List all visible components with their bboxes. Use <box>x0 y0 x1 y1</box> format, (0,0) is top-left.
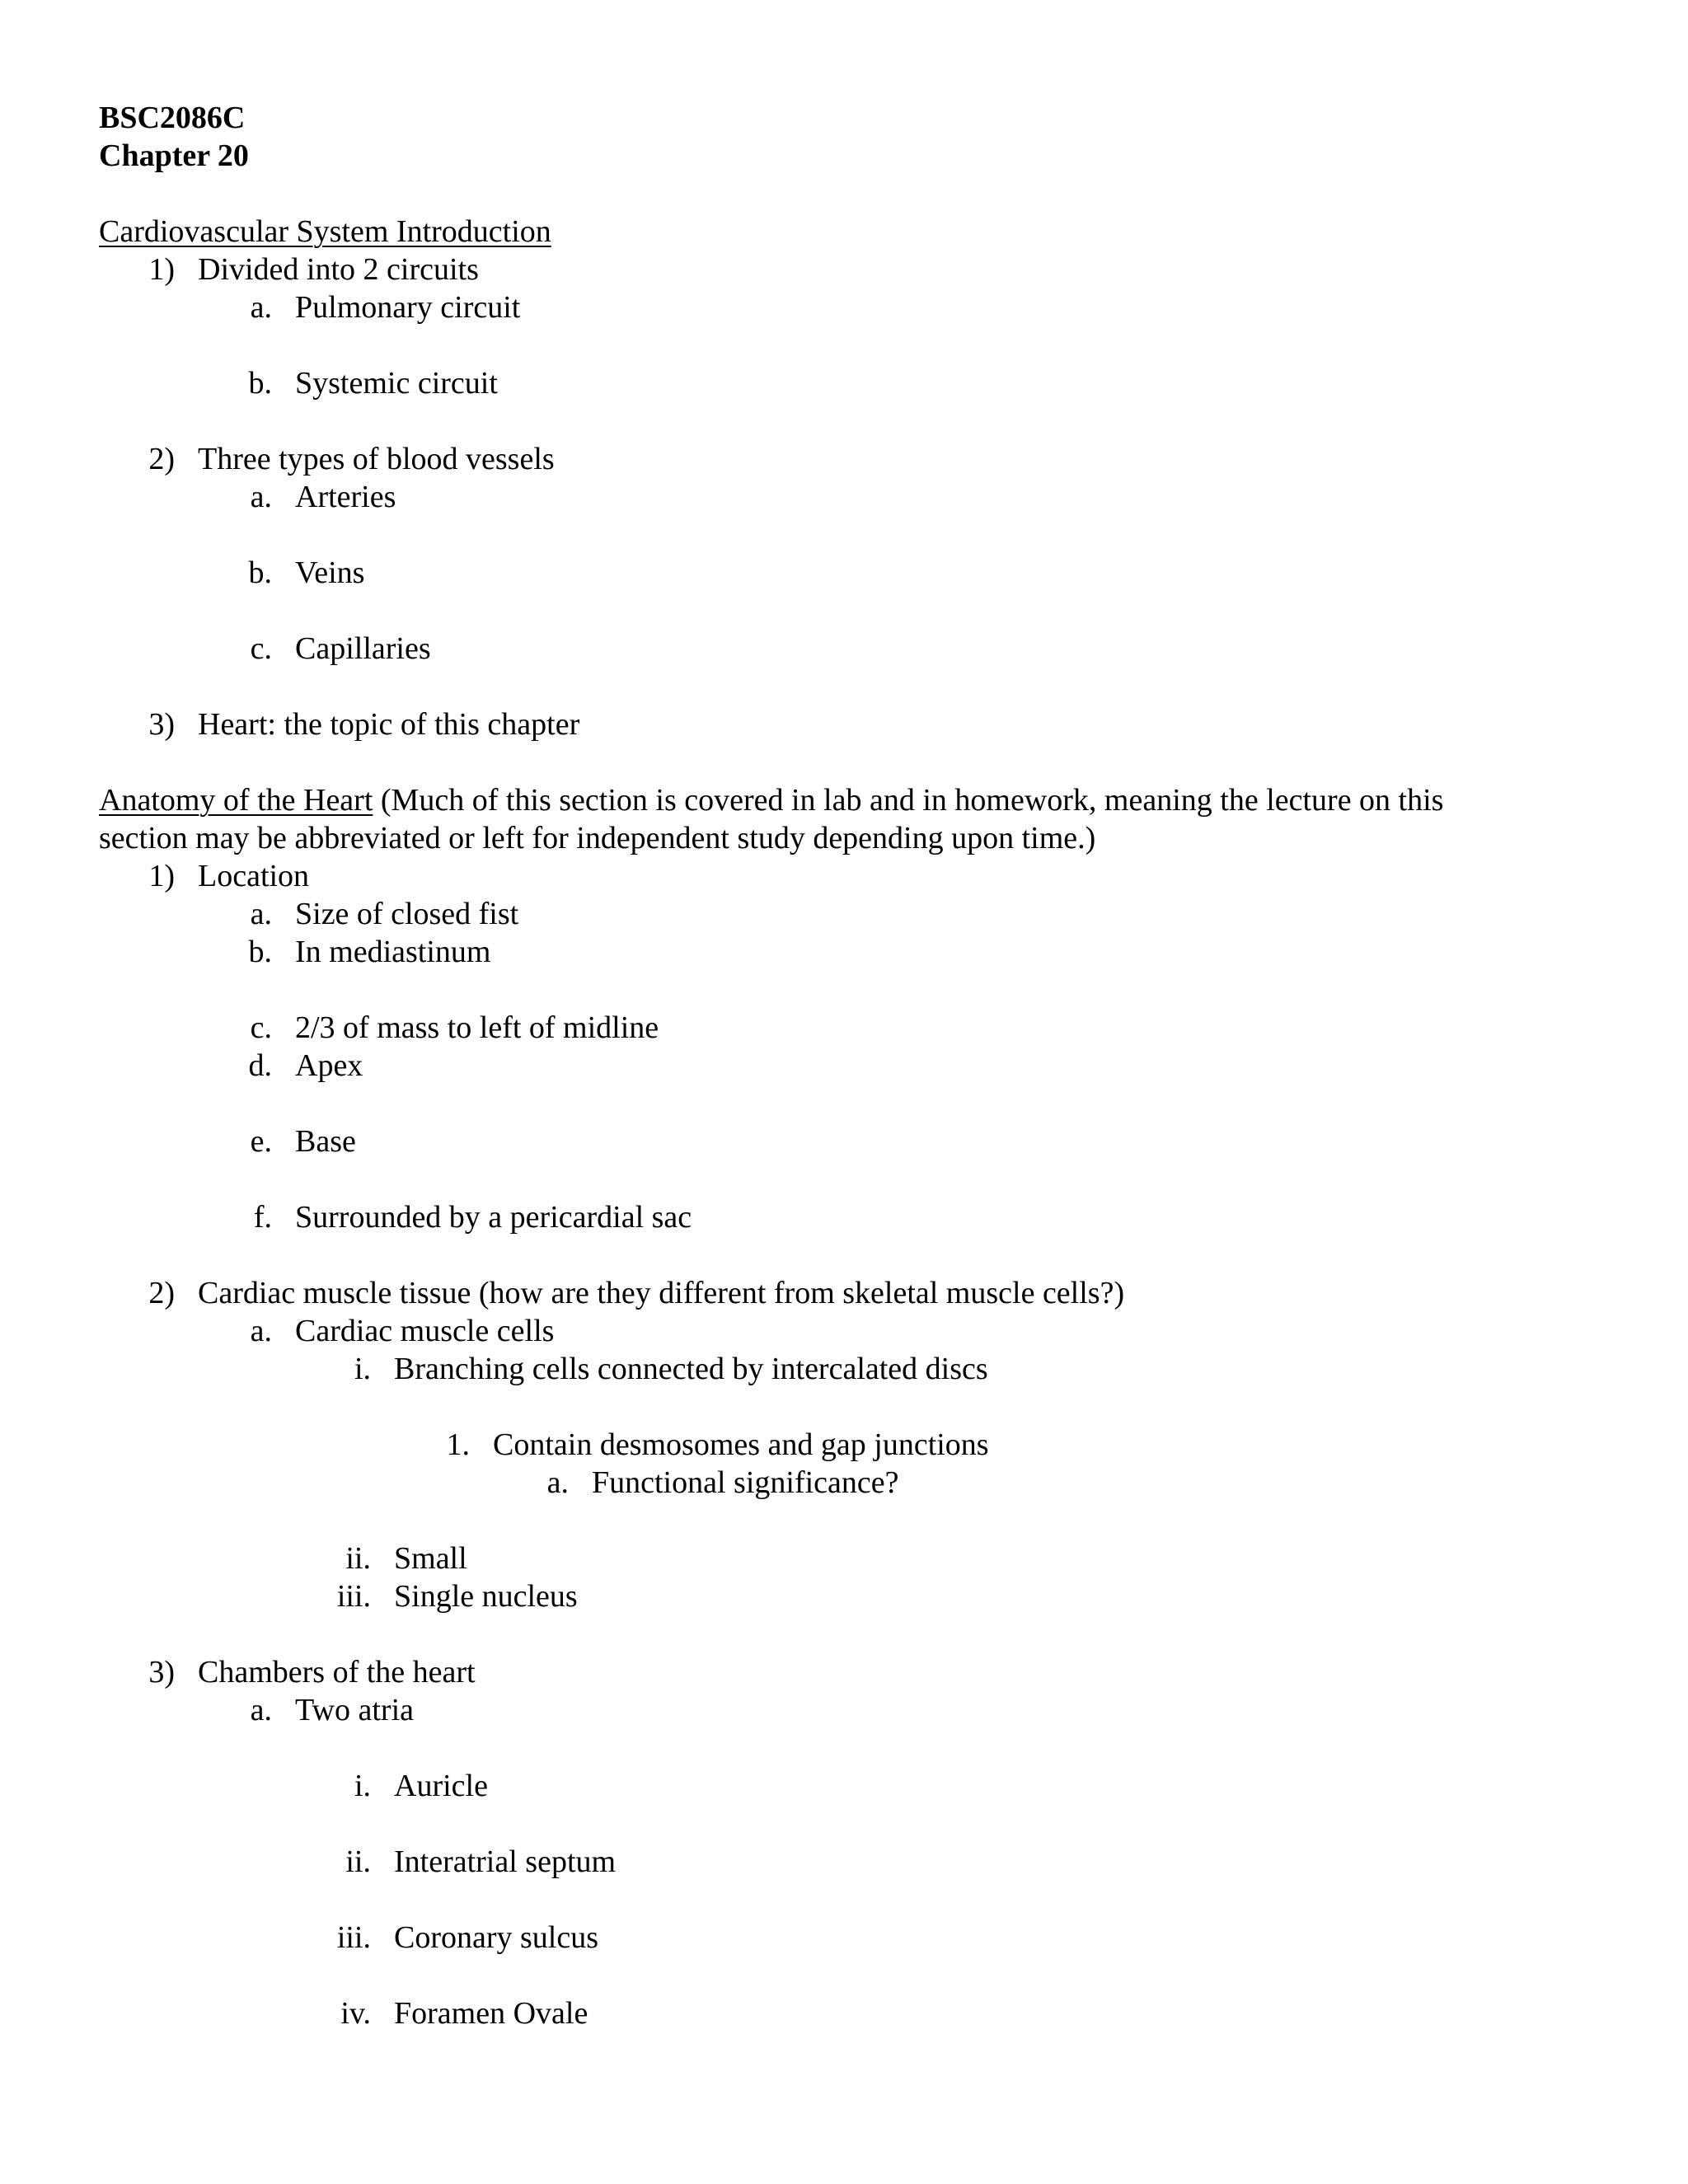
list-letter: a. <box>546 1465 569 1500</box>
list-letter: a. <box>250 1314 272 1348</box>
list-item-text: Location <box>198 859 310 893</box>
list-roman: i. <box>354 1352 371 1386</box>
list-item-text: Capillaries <box>295 631 431 666</box>
list-item-text: Single nucleus <box>394 1579 578 1614</box>
list-roman: iv. <box>340 1996 371 2031</box>
list-number: 2) <box>148 1276 175 1310</box>
list-letter: a. <box>250 897 272 931</box>
list-number: 1) <box>148 252 175 287</box>
list-item-text: Small <box>394 1541 467 1576</box>
list-item-text: Heart: the topic of this chapter <box>198 707 580 742</box>
list-number: 3) <box>148 1655 175 1690</box>
section-intro-line1 <box>99 781 1443 819</box>
section-intro-text: (Much of this section is covered in lab and in homework, meaning the lecture on this <box>373 783 1444 818</box>
list-item-text: Three types of blood vessels <box>198 442 555 476</box>
list-item-text: 2/3 of mass to left of midline <box>295 1010 659 1045</box>
list-item-text: Functional significance? <box>592 1465 899 1500</box>
list-item-text: Coronary sulcus <box>394 1920 599 1955</box>
section-heading-cardiovascular-intro: Cardiovascular System Introduction <box>99 214 551 249</box>
section-intro-line2: section may be abbreviated or left for independent study depending upon time.) <box>99 821 1096 855</box>
list-item-text: Systemic circuit <box>295 366 498 401</box>
course-code: BSC2086C <box>99 101 246 135</box>
list-roman: i. <box>354 1769 371 1803</box>
chapter-title: Chapter 20 <box>99 138 249 173</box>
list-item-text: Pulmonary circuit <box>295 290 521 325</box>
list-item-text: Base <box>295 1124 356 1159</box>
list-letter: d. <box>248 1048 272 1083</box>
list-number: 3) <box>148 707 175 742</box>
list-roman: iii. <box>336 1579 371 1614</box>
list-item-text: Chambers of the heart <box>198 1655 476 1690</box>
list-item-text: Apex <box>295 1048 363 1083</box>
list-letter: a. <box>250 1693 272 1727</box>
list-item-text: Surrounded by a pericardial sac <box>295 1200 692 1235</box>
list-roman: ii. <box>345 1844 371 1879</box>
list-letter: c. <box>250 1010 272 1045</box>
list-item-text: Arteries <box>295 480 396 514</box>
list-letter: b. <box>248 555 272 590</box>
list-item-text: Two atria <box>295 1693 415 1727</box>
list-item-text: Divided into 2 circuits <box>198 252 479 287</box>
list-item-text: Foramen Ovale <box>394 1996 588 2031</box>
list-item-text: Branching cells connected by intercalated discs <box>394 1352 988 1386</box>
list-letter: f. <box>253 1200 272 1235</box>
list-item-text: Cardiac muscle cells <box>295 1314 555 1348</box>
list-letter: b. <box>248 935 272 969</box>
list-number: 1) <box>148 859 175 893</box>
list-letter: a. <box>250 290 272 325</box>
list-item-text: Cardiac muscle tissue (how are they different from skeletal muscle cells?) <box>198 1276 1125 1310</box>
list-item-text: Veins <box>295 555 365 590</box>
list-roman: ii. <box>345 1541 371 1576</box>
list-letter: a. <box>250 480 272 514</box>
section-heading-anatomy: Anatomy of the Heart <box>99 783 373 818</box>
list-item-text: Size of closed fist <box>295 897 519 931</box>
list-letter: b. <box>248 366 272 401</box>
list-letter: e. <box>250 1124 272 1159</box>
list-item-text: Contain desmosomes and gap junctions <box>493 1427 989 1462</box>
list-item-text: Auricle <box>394 1769 488 1803</box>
list-letter: c. <box>250 631 272 666</box>
list-number: 2) <box>148 442 175 476</box>
list-number: 1. <box>446 1427 470 1462</box>
list-item-text: In mediastinum <box>295 935 491 969</box>
list-roman: iii. <box>336 1920 371 1955</box>
list-item-text: Interatrial septum <box>394 1844 617 1879</box>
